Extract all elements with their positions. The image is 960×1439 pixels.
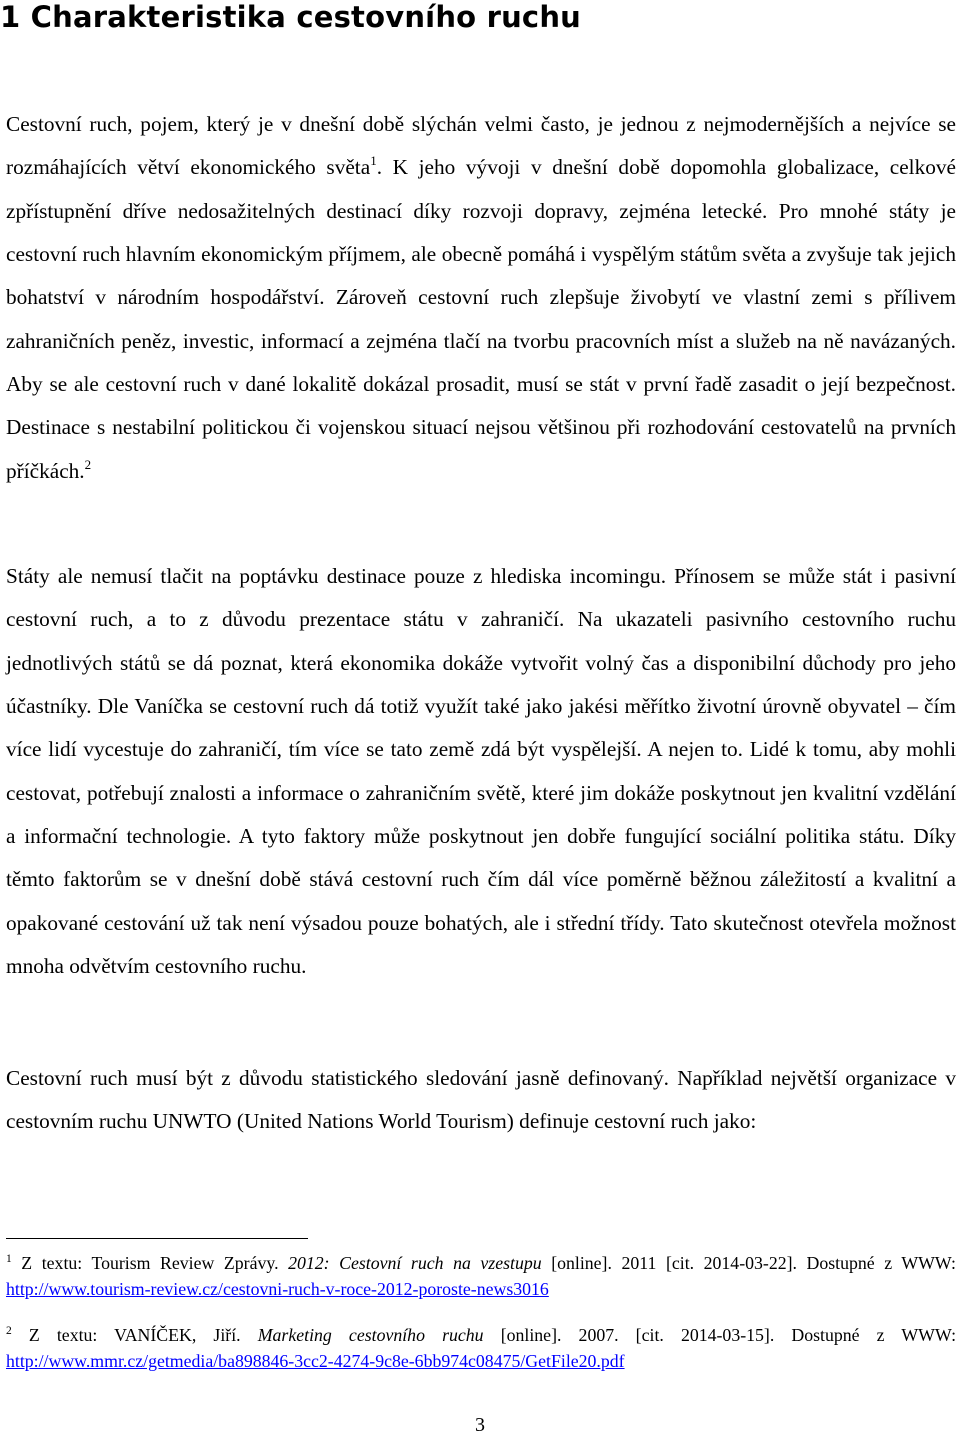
footnote-1-link[interactable]: http://www.tourism-review.cz/cestovni-ruch-v-roce-2012-poroste-news3016: [6, 1279, 549, 1299]
footnote-reference-2[interactable]: 2: [84, 456, 92, 472]
paragraph-passive-tourism: Státy ale nemusí tlačit na poptávku destinace pouze z hlediska incomingu. Přínosem se může stát i pasivní cestovní ruch, a to z důvodu prezentace státu v zahraničí. Na ukazateli pasivního cestovního ruchu jednotlivých států se dá poznat, která ekonomika dokáže vytvořit volný čas a disponibilní důchody pro jeho účastníky. Dle Vaníčka se cestovní ruch dá totiž využít také jako jakési měřítko životní úrovně obyvatel – čím více lidí vycestuje do zahraničí, tím více se tato země zdá být vyspělejší. A nejen to. Lidé k tomu, aby mohli cestovat, potřebují znalosti a informace o zahraničním světě, které jim dokáže poskytnout jen kvalitní vzdělání a informační technologie. A tyto faktory může poskytnout jen dobře fungující sociální politika státu. Díky těmto faktorům se v dnešní době stává cestovní ruch čím dál více poměrně běžnou záležitostí a kvalitní a opakované cestování už tak není výsadou pouze bohatých, ale i střední třídy. Tato skutečnost otevřela možnost mnoha odvětvím cestovního ruchu.: [6, 564, 956, 979]
paragraph-intro-text-a: Cestovní ruch, pojem, který je v dnešní době slýchán velmi často, je jednou z nejmodernějších a nejvíce se rozmáhajících větví ekonomického světa: [6, 112, 956, 180]
chapter-heading: 1 Charakteristika cestovního ruchu: [0, 0, 582, 34]
footnote-1-title: 2012: Cestovní ruch na vzestupu: [288, 1253, 542, 1273]
footnote-reference-1[interactable]: 1: [370, 153, 377, 169]
footnote-1-mark: 1: [6, 1253, 12, 1265]
footnote-2-text-after: [online]. 2007. [cit. 2014-03-15]. Dostupné z WWW:: [483, 1325, 957, 1345]
footnote-2-mark: 2: [6, 1325, 12, 1337]
paragraph-intro-text-b: . K jeho vývoji v dnešní době dopomohla globalizace, celkové zpřístupnění dříve nedosažitelných destinací díky rozvoji dopravy, zejména letecké. Pro mnohé státy je cestovní ruch hlavním ekonomickým příjmem, ale obecně pomáhá i vyspělým státům světa a zvyšuje tak jejich bohatství v národním hospodářství. Zároveň cestovní ruch zlepšuje živobytí ve vlastní zemi s přílivem zahraničních peněz, investic, informací a zejména tlačí na tvorbu pracovních míst a služeb na ně navázaných. Aby se ale cestovní ruch v dané lokalitě dokázal prosadit, musí se stát v první řadě zasadit o její bezpečnost. Destinace s nestabilní politickou či vojenskou situací nejsou většinou při rozhodování cestovatelů na prvních příčkách.: [6, 155, 956, 483]
footnote-2-text-before: Z textu: VANÍČEK, Jiří.: [11, 1325, 258, 1345]
footnote-2: [6, 1322, 956, 1374]
footnote-separator: [6, 1238, 308, 1239]
footnote-2-link[interactable]: http://www.mmr.cz/getmedia/ba898846-3cc2-4274-9c8e-6bb974c08475/GetFile20.pdf: [6, 1351, 625, 1371]
paragraph-definition-intro: Cestovní ruch musí být z důvodu statistického sledování jasně definovaný. Například největší organizace v cestovním ruchu UNWTO (United Nations World Tourism) definuje cestovní ruch jako:: [6, 1066, 956, 1134]
paragraph-intro: [6, 103, 956, 493]
footnote-1-text-before: Z textu: Tourism Review Zprávy.: [11, 1253, 289, 1273]
page-number: 3: [475, 1414, 485, 1436]
footnote-2-title: Marketing cestovního ruchu: [257, 1325, 484, 1345]
footnote-1-text-after: [online]. 2011 [cit. 2014-03-22]. Dostupné z WWW:: [541, 1253, 956, 1273]
footnote-1: [6, 1250, 956, 1302]
